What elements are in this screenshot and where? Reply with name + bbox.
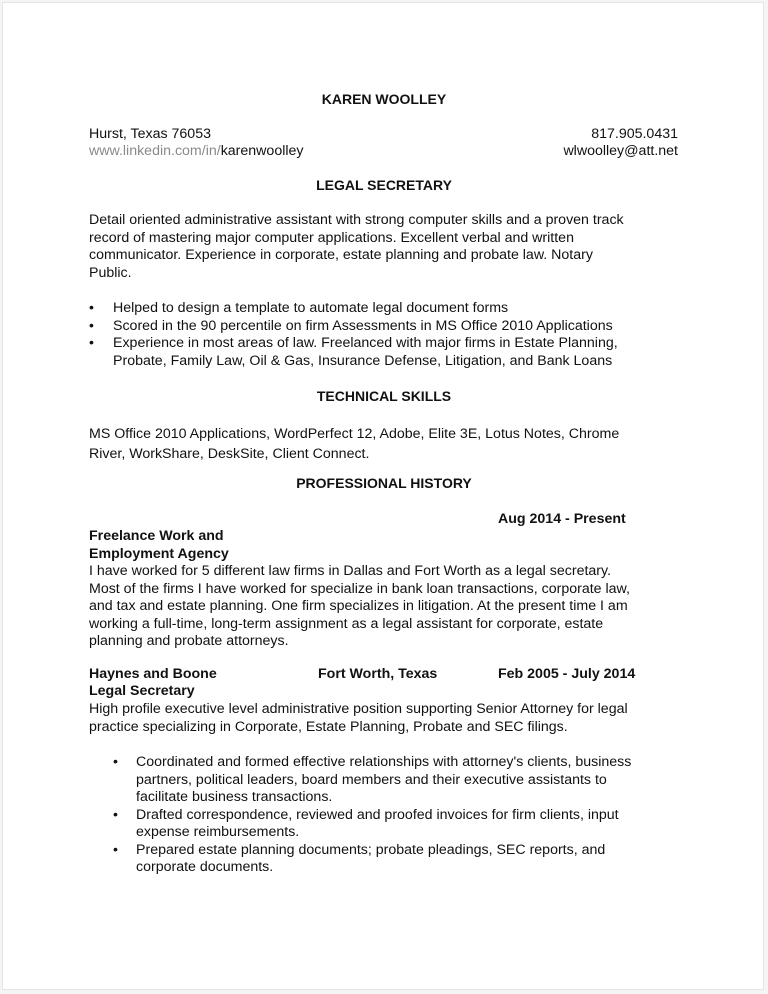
bullet-line: Helped to design a template to automate legal document forms bbox=[113, 300, 509, 316]
candidate-name: KAREN WOOLLEY bbox=[321, 91, 447, 107]
job1-company bbox=[89, 528, 389, 563]
bullet-line: Coordinated and formed effective relationships with attorney's clients, business bbox=[136, 754, 632, 770]
bullet-icon: • bbox=[89, 317, 94, 334]
bullet-item bbox=[89, 335, 689, 370]
bullet-item bbox=[113, 807, 673, 842]
bullet-line: Probate, Family Law, Oil & Gas, Insurance Defense, Litigation, and Bank Loans bbox=[113, 352, 613, 369]
description-line: practice specializing in Corporate, Estate Planning, Probate and SEC filings. bbox=[89, 718, 568, 735]
linkedin-user: karenwoolley bbox=[220, 143, 304, 159]
job2-description bbox=[89, 701, 689, 736]
bullet-line: Prepared estate planning documents; probate pleadings, SEC reports, and bbox=[136, 841, 606, 858]
description-line: Most of the firms I have worked for specialize in bank loan transactions, corporate law, bbox=[89, 580, 630, 597]
skills-list bbox=[89, 424, 709, 464]
job1-description bbox=[89, 563, 689, 651]
company-line: Employment Agency bbox=[89, 545, 229, 562]
description-line: I have worked for 5 different law firms in Dallas and Fort Worth as a legal secretary. bbox=[89, 563, 612, 579]
linkedin-link[interactable] bbox=[89, 143, 304, 159]
email[interactable]: wlwoolley@att.net bbox=[563, 143, 678, 159]
history-title: PROFESSIONAL HISTORY bbox=[296, 475, 472, 491]
bullet-line: expense reimbursements. bbox=[136, 824, 300, 840]
bullet-item bbox=[89, 300, 689, 318]
job2-bullets bbox=[113, 754, 673, 877]
linkedin-prefix: www.linkedin.com/in/ bbox=[89, 143, 221, 159]
description-line: High profile executive level administrative position supporting Senior Attorney for legal bbox=[89, 701, 628, 717]
bullet-item bbox=[113, 842, 673, 877]
description-line: planning and probate attorneys. bbox=[89, 633, 289, 649]
objective-title: LEGAL SECRETARY bbox=[316, 177, 452, 193]
bullet-line: Scored in the 90 percentile on firm Assessments in MS Office 2010 Applications bbox=[113, 317, 613, 334]
bullet-line: partners, political leaders, board members and their executive assistants to bbox=[136, 771, 607, 788]
description-line: working a full-time, long-term assignment as a legal assistant for corporate, estate bbox=[89, 615, 604, 632]
job1-date: Aug 2014 - Present bbox=[498, 511, 626, 527]
bullet-icon: • bbox=[89, 335, 94, 351]
job2-date: Feb 2005 - July 2014 bbox=[498, 666, 636, 682]
summary-line: Public. bbox=[89, 264, 132, 281]
skills-line: River, WorkShare, DeskSite, Client Connect. bbox=[89, 446, 370, 462]
bullet-icon: • bbox=[113, 841, 118, 858]
bullet-icon: • bbox=[113, 754, 118, 770]
phone: 817.905.0431 bbox=[591, 126, 678, 142]
objective-bullets bbox=[89, 300, 689, 370]
description-line: and tax and estate planning. One firm specializes in litigation. At the present time I am bbox=[89, 598, 628, 614]
bullet-icon: • bbox=[89, 300, 94, 316]
summary bbox=[89, 212, 689, 282]
job2-location: Fort Worth, Texas bbox=[318, 666, 438, 682]
skills-line: MS Office 2010 Applications, WordPerfect 12, Adobe, Elite 3E, Lotus Notes, Chrome bbox=[89, 426, 620, 442]
skills-title: TECHNICAL SKILLS bbox=[316, 388, 452, 404]
job2-role: Legal Secretary bbox=[89, 683, 195, 699]
company-line: Freelance Work and bbox=[89, 528, 224, 544]
bullet-icon: • bbox=[113, 806, 118, 823]
job2-company: Haynes and Boone bbox=[89, 666, 217, 682]
bullet-line: facilitate business transactions. bbox=[136, 789, 333, 805]
location: Hurst, Texas 76053 bbox=[89, 126, 211, 142]
bullet-line: Drafted correspondence, reviewed and proofed invoices for firm clients, input bbox=[136, 806, 619, 823]
summary-line: Detail oriented administrative assistant with strong computer skills and a proven track bbox=[89, 212, 624, 228]
bullet-line: corporate documents. bbox=[136, 859, 274, 875]
summary-line: communicator. Experience in corporate, estate planning and probate law. Notary bbox=[89, 247, 593, 263]
bullet-line: Experience in most areas of law. Freelanced with major firms in Estate Planning, bbox=[113, 335, 618, 351]
bullet-item bbox=[113, 754, 673, 807]
bullet-item bbox=[89, 318, 689, 336]
summary-line: record of mastering major computer applications. Excellent verbal and written bbox=[89, 229, 574, 246]
